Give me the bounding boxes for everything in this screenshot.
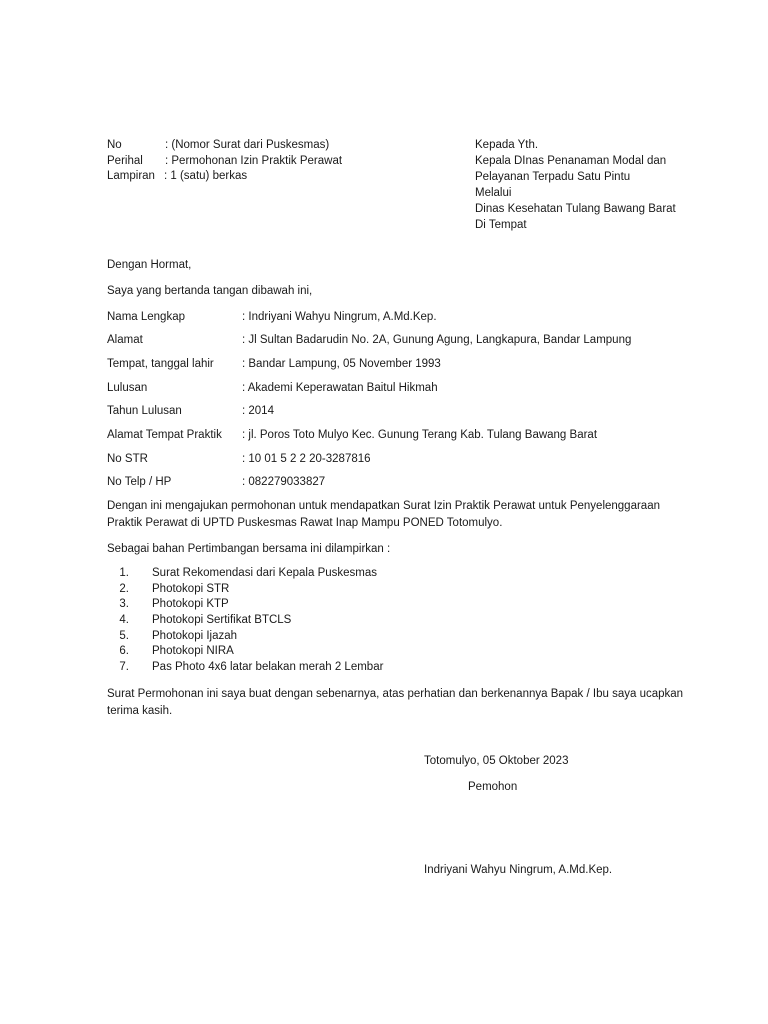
field-alamat bbox=[107, 332, 631, 348]
list-item bbox=[107, 566, 383, 582]
header-value: : (Nomor Surat dari Puskesmas) bbox=[165, 139, 330, 151]
recipient-line: Kepada Yth. bbox=[475, 139, 539, 151]
list-item bbox=[107, 613, 383, 629]
list-number: 6. bbox=[119, 645, 129, 658]
header-value: : 1 (satu) berkas bbox=[164, 170, 248, 182]
list-text: Surat Rekomendasi dari Kepala Puskesmas bbox=[152, 567, 378, 579]
field-value: : jl. Poros Toto Mulyo Kec. Gunung Terang Kab. Tulang Bawang Barat bbox=[242, 429, 598, 441]
field-value: : Bandar Lampung, 05 November 1993 bbox=[242, 358, 441, 370]
list-item bbox=[107, 660, 383, 676]
attachments-list bbox=[107, 566, 383, 676]
header-label: Perihal bbox=[107, 155, 143, 167]
list-number: 3. bbox=[119, 598, 129, 611]
field-label: Nama Lengkap bbox=[107, 311, 185, 323]
field-no-str bbox=[107, 451, 371, 467]
field-lulusan bbox=[107, 380, 438, 396]
signature-place-date: Totomulyo, 05 Oktober 2023 bbox=[424, 755, 569, 767]
list-text: Photokopi KTP bbox=[152, 598, 229, 611]
field-label: No STR bbox=[107, 453, 148, 465]
header-row-lampiran bbox=[107, 168, 247, 184]
header-row-no bbox=[107, 137, 329, 153]
header-label: No bbox=[107, 139, 122, 151]
signature-name: Indriyani Wahyu Ningrum, A.Md.Kep. bbox=[424, 864, 613, 876]
field-value: : 082279033827 bbox=[242, 476, 326, 488]
list-number: 1. bbox=[119, 567, 129, 579]
list-item bbox=[107, 597, 383, 613]
list-text: Photokopi STR bbox=[152, 582, 230, 595]
request-paragraph: Dengan ini mengajukan permohonan untuk mendapatkan Surat Izin Praktik Perawat untuk Penyelenggaraan Praktik Perawat di UPTD Puskesmas Rawat Inap Mampu PONED Totomulyo. bbox=[107, 500, 660, 529]
field-value: : 10 01 5 2 2 20-3287816 bbox=[242, 453, 371, 465]
list-item bbox=[107, 582, 383, 598]
header-row-perihal bbox=[107, 153, 342, 169]
field-label: Alamat Tempat Praktik bbox=[107, 429, 222, 441]
field-nama-lengkap bbox=[107, 309, 437, 325]
recipient-line: Pelayanan Terpadu Satu Pintu bbox=[475, 171, 631, 183]
recipient-line: Di Tempat bbox=[475, 219, 527, 231]
field-tempat-tanggal-lahir bbox=[107, 356, 441, 372]
field-value: : 2014 bbox=[242, 405, 274, 417]
field-value: : Indriyani Wahyu Ningrum, A.Md.Kep. bbox=[242, 311, 437, 323]
field-no-telp bbox=[107, 474, 325, 490]
list-item bbox=[107, 644, 383, 660]
field-tahun-lulusan bbox=[107, 403, 274, 419]
field-label: No Telp / HP bbox=[107, 476, 172, 488]
list-text: Pas Photo 4x6 latar belakan merah 2 Lembar bbox=[152, 661, 384, 674]
recipient-line: Melalui bbox=[475, 187, 512, 199]
field-alamat-tempat-praktik bbox=[107, 427, 597, 443]
recipient-line: Dinas Kesehatan Tulang Bawang Barat bbox=[475, 203, 676, 215]
list-item bbox=[107, 629, 383, 645]
header-label: Lampiran bbox=[107, 170, 155, 182]
list-number: 4. bbox=[119, 614, 129, 627]
field-label: Lulusan bbox=[107, 382, 148, 394]
recipient-line: Kepala DInas Penanaman Modal dan bbox=[475, 155, 667, 167]
field-value: : Jl Sultan Badarudin No. 2A, Gunung Agung, Langkapura, Bandar Lampung bbox=[242, 334, 632, 346]
header-value: : Permohonan Izin Praktik Perawat bbox=[165, 155, 343, 167]
signature-role: Pemohon bbox=[468, 781, 518, 793]
field-value: : Akademi Keperawatan Baitul Hikmah bbox=[242, 382, 438, 394]
field-label: Tahun Lulusan bbox=[107, 405, 182, 417]
recipient-block bbox=[475, 137, 676, 233]
intro-text: Saya yang bertanda tangan dibawah ini, bbox=[107, 285, 313, 297]
list-text: Photokopi Ijazah bbox=[152, 629, 238, 642]
attachments-intro: Sebagai bahan Pertimbangan bersama ini dilampirkan : bbox=[107, 543, 391, 555]
list-number: 2. bbox=[119, 582, 129, 595]
greeting: Dengan Hormat, bbox=[107, 259, 192, 271]
list-number: 5. bbox=[119, 629, 129, 642]
list-text: Photokopi NIRA bbox=[152, 645, 234, 658]
list-number: 7. bbox=[119, 661, 129, 674]
field-label: Alamat bbox=[107, 334, 143, 346]
field-label: Tempat, tanggal lahir bbox=[107, 358, 214, 370]
closing-paragraph: Surat Permohonan ini saya buat dengan sebenarnya, atas perhatian dan berkenannya Bapak / Ibu saya ucapkan terima kasih. bbox=[107, 688, 684, 717]
list-text: Photokopi Sertifikat BTCLS bbox=[152, 614, 292, 627]
